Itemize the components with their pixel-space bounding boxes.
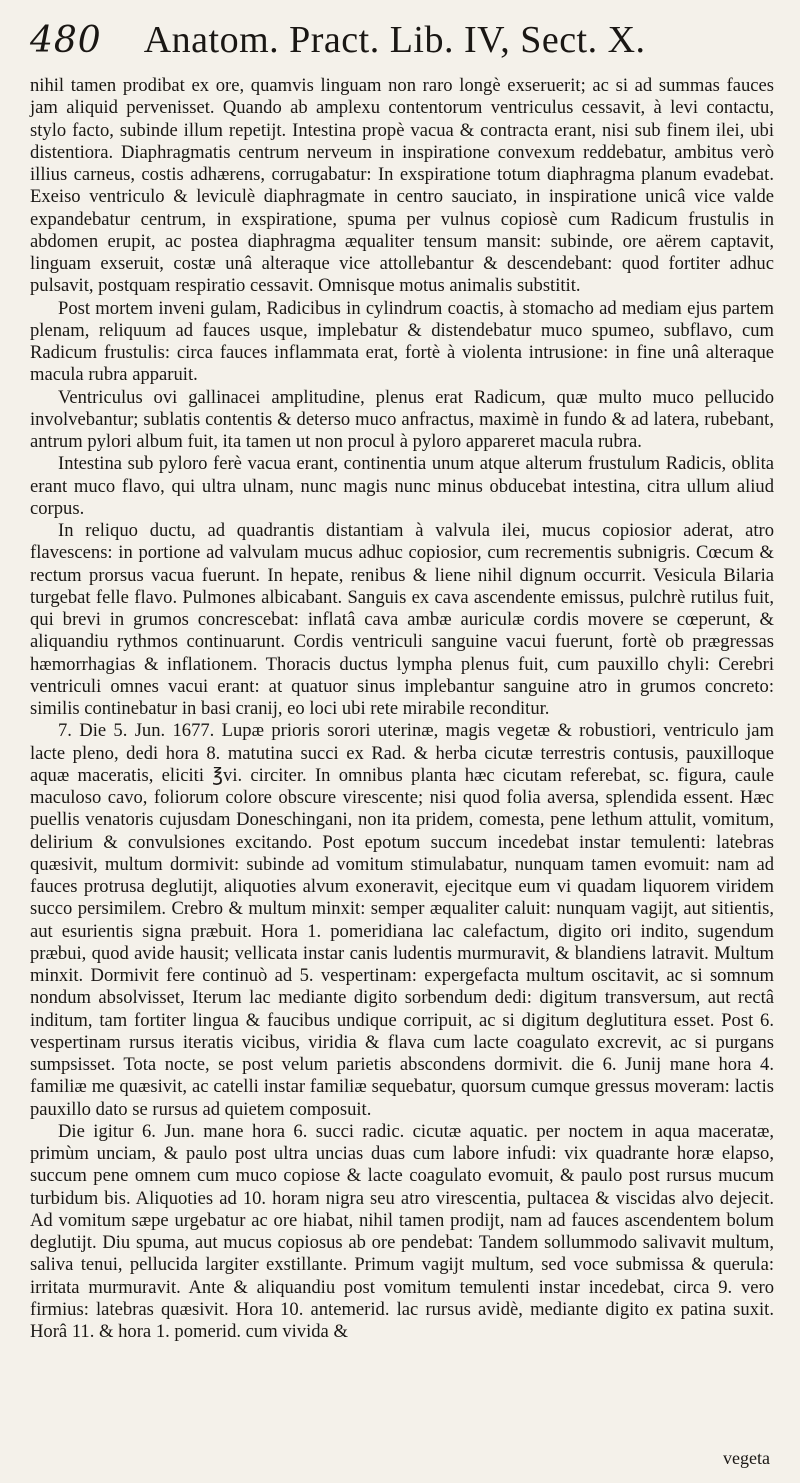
catchword: vegeta (723, 1448, 770, 1468)
paragraph-4: Intestina sub pyloro ferè vacua erant, continentia unum atque alterum frustulum Radicis, oblita erant muco flavo, qui ultra ulnam, nunc magis nunc minus obducebat intestina, citra ullum aliud corpus. (30, 453, 774, 519)
paragraph-3: Ventriculus ovi gallinacei amplitudine, plenus erat Radicum, quæ multo muco pellucido involvebantur; sublatis contentis & deterso muco anfractus, maximè in fundo & ad latera, rubebant, antrum pylori album fuit, ita tamen ut non procul à pyloro appareret macula rubra. (30, 386, 774, 452)
body-text (30, 75, 774, 1343)
paragraph-5: In reliquo ductu, ad quadrantis distantiam à valvula ilei, mucus copiosior aderat, atro flavescens: in portione ad valvulam mucus adhuc copiosior, cum recrementis subnigris. Cœcum & rectum prorsus vacua fuerunt. In hepate, renibus & liene nihil dignum occurrit. Vesicula Bilaria turgebat felle flavo. Pulmones albicabant. Sanguis ex cava ascendente emissus, pulchrè rutilus fuit, qui brevi in grumos concrescebat: inflatâ cava ambæ auriculæ cordis movere se cœperunt, & aliquandiu rythmos continuarunt. Cordis ventriculi sanguine vacui fuerunt, fortè ob prægressas hæmorrhagias & inflationem. Thoracis ductus lympha plenus fuit, cum pauxillo chyli: Cerebri ventriculi omnes vacui erant: at quatuor sinus implebantur sanguine atro in grumos concreto: similis continebatur in basi cranij, eo loci ubi rete mirabile reconditur. (30, 520, 774, 719)
paragraph-6: 7. Die 5. Jun. 1677. Lupæ prioris sorori uterinæ, magis vegetæ & robustiori, ventriculo jam lacte pleno, dedi hora 8. matutina succi ex Rad. & herba cicutæ terrestris contusis, pauxilloque aquæ maceratis, eliciti ℥vi. circiter. In omnibus planta hæc cicutam referebat, sc. figura, caule maculoso cavo, foliorum colore obscure virescente; nisi quod folia aversa, splendida essent. Hæc puellis venatoris cujusdam Doneschingani, non ita pridem, comesta, pene lethum attulit, vomitum, delirium & convulsiones excitando. Post epotum succum incedebat instar temulenti: latebras quæsivit, multum dormivit: subinde ad vomitum stimulabatur, nunquam tamen evomuit: nam ad fauces protrusa deglutijt, aliquoties alvum exoneravit, ejecitque eum vi quadam liquorem viridem succo persimilem. Crebro & multum minxit: semper æqualiter caluit: nunquam vagijt, aut sitientis, aut esurientis signa præbuit. Hora 1. pomeridiana lac calefactum, digito ori indito, sugendum præbui, quod avide hausit; vellicata instar canis ludentis murmuravit, & blandiens latravit. Multum minxit. Dormivit fere continuò ad 5. vespertinam: expergefacta multum oscitavit, ac si somnum nondum absolvisset, Iterum lac mediante digito sorbendum dedi: digitum transversum, aut rectâ inditum, tam fortiter lingua & faucibus undique corripuit, ac si digitum deglutitura esset. Post 6. vespertinam rursus iteratis vicibus, viridia & flava cum lacte coagulato excrevit, ac si purgans sumpsisset. Tota nocte, se post velum parietis abscondens dormivit. die 6. Junij mane hora 4. familiæ me quæsivit, ac catelli instar familiæ sequebatur, quorsum cumque gressus moveram: lactis pauxillo dato se rursus ad quietem composuit. (30, 720, 774, 1120)
paragraph-2: Post mortem inveni gulam, Radicibus in cylindrum coactis, à stomacho ad mediam ejus partem plenam, reliquum ad fauces usque, implebatur & distendebatur muco spumeo, subflavo, cum Radicum frustulis: circa fauces inflammata erat, fortè à violenta intrusione: in fine unâ alteraque macula rubra apparuit. (30, 297, 774, 386)
running-head: Anatom. Pract. Lib. IV, Sect. X. (143, 19, 646, 61)
paragraph-1: nihil tamen prodibat ex ore, quamvis linguam non raro longè exseruerit; ac si ad summas fauces jam aliquid pervenisset. Quando ab amplexu contentorum ventriculus cessavit, à levi contactu, stylo facto, subinde illum repetijt. Intestina propè vacua & contracta erant, nisi sub finem ilei, ubi distentiora. Diaphragmatis centrum nerveum in inspiratione convexum reddebatur, ambitus verò illius carneus, costis adhærens, corrugabatur: In exspiratione totum diaphragma planum evadebat. Exeiso ventriculo & leviculè diaphragmate in centro sauciato, in inspiratione unicâ vice valde expandebatur centrum, in exspiratione, spuma per vulnus copiosè cum Radicum frustulis in abdomen erupit, ac postea diaphragma æqualiter tensum mansit: subinde, ore aërem captavit, linguam exseruit, costæ unâ alteraque vice attollebantur & descendebant: quod fortiter adhuc pulsavit, postquam respiratio cessavit. Omnisque motus animalis substitit. (30, 75, 774, 297)
page-number: 480 (30, 20, 102, 61)
paragraph-7: Die igitur 6. Jun. mane hora 6. succi radic. cicutæ aquatic. per noctem in aqua maceratæ, primùm unciam, & paulo post ultra uncias duas cum labore infudi: vix quadrante horæ elapso, succum pene omnem cum muco copiose & lacte coagulato evomuit, & paulo post rursus mucum turbidum bis. Aliquoties ad 10. horam nigra seu atro virescentia, pultacea & viscidas alvo dejecit. Ad vomitum sæpe urgebatur ac ore hiabat, nihil tamen prodijt, nam ad fauces ascendentem bolum deglutijt. Diu spuma, aut mucus copiosus ab ore pendebat: Tandem sollummodo salivavit multum, saliva tenui, pellucida largiter exstillante. Primum vagijt multum, sed voce submissa & querula: irritata murmuravit. Ante & aliquandiu post vomitum temulenti instar incedebat, circa 9. vero firmius: latebras quæsivit. Hora 10. antemerid. lac rursus avidè, mediante digito ex patina suxit. Horâ 11. & hora 1. pomerid. cum vivida & (30, 1120, 774, 1342)
page-header (30, 18, 774, 75)
